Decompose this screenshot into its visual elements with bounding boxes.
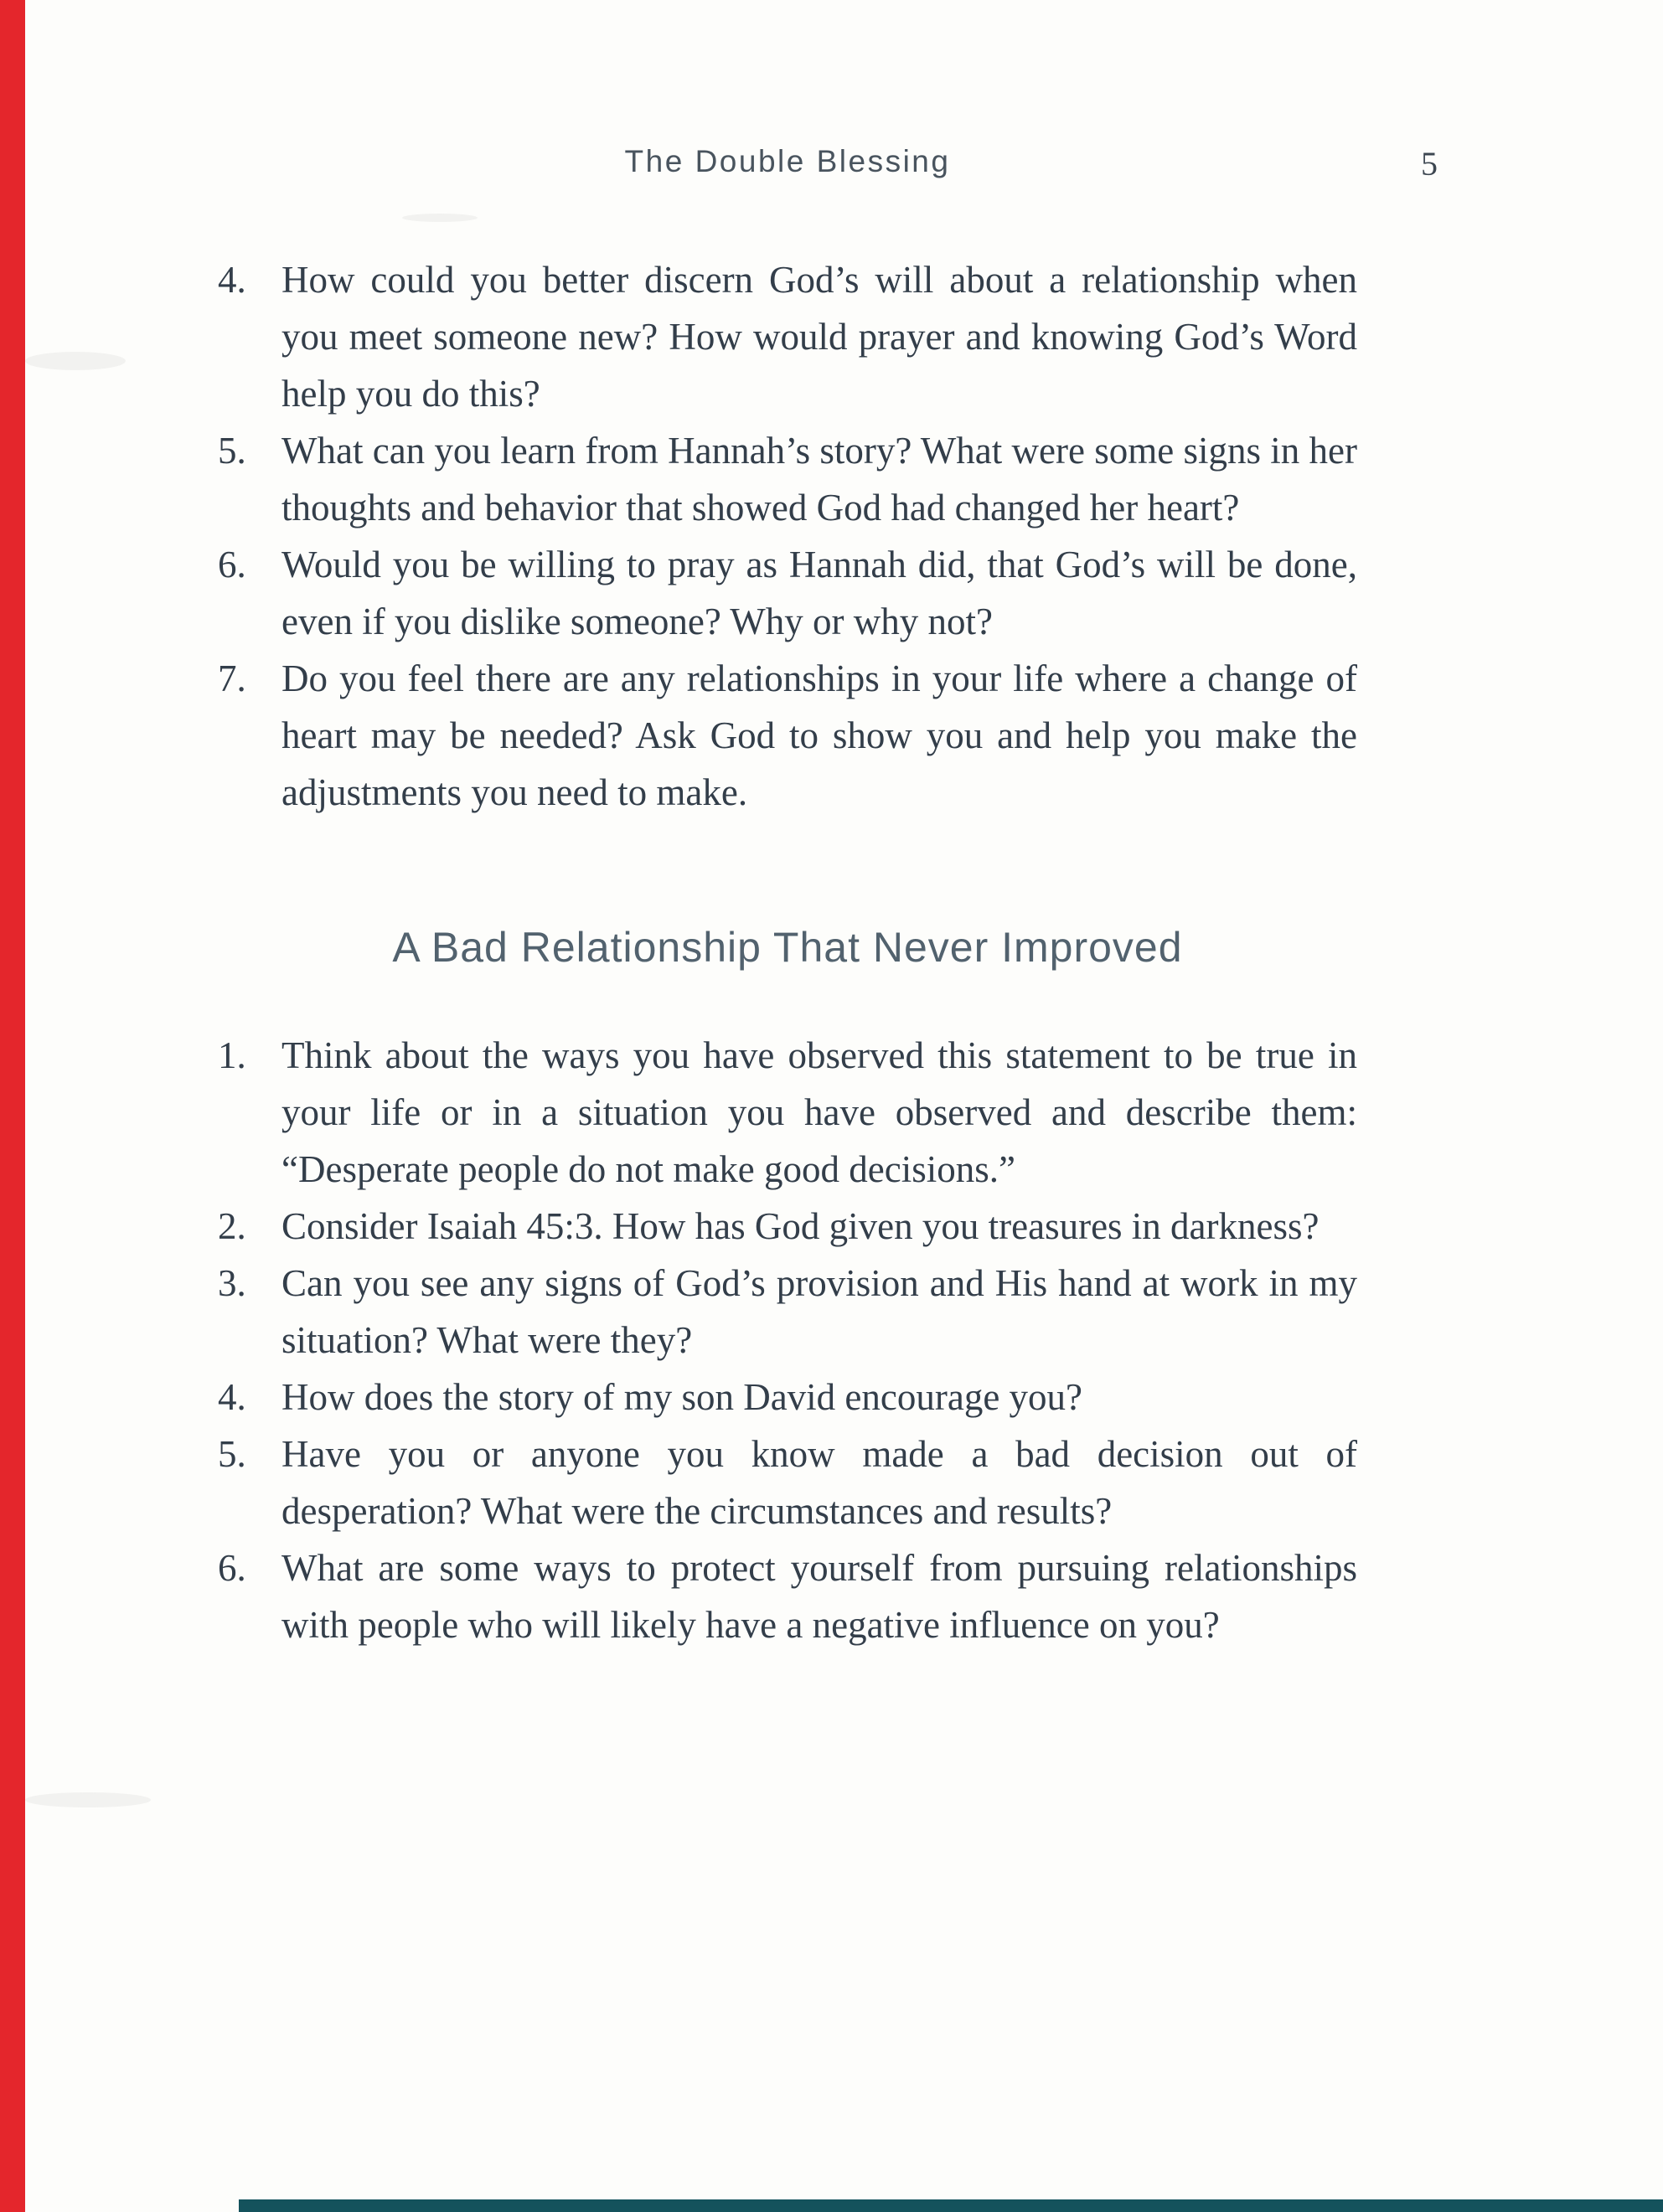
question-number: 5.: [218, 1433, 246, 1475]
question-number: 1.: [218, 1034, 246, 1076]
question-item: [218, 251, 1357, 422]
question-number: 4.: [218, 259, 246, 301]
section-heading: A Bad Relationship That Never Improved: [392, 924, 1183, 971]
page-number: 5: [1421, 145, 1438, 183]
question-item: [218, 650, 1357, 821]
question-text: Think about the ways you have observed this statement to be true in your life or in a situation you have observed and describe them: “Desperate people do not make good decisions.”: [281, 1034, 1357, 1190]
question-item: [218, 536, 1357, 650]
question-text: Have you or anyone you know made a bad decision out of desperation? What were the circumstances and results?: [281, 1433, 1357, 1532]
question-text: How does the story of my son David encourage you?: [281, 1376, 1083, 1418]
scan-smudge: [25, 352, 126, 370]
question-text: What are some ways to protect yourself from pursuing relationships with people who will likely have a negative influence on you?: [281, 1547, 1357, 1646]
question-text: Consider Isaiah 45:3. How has God given you treasures in darkness?: [281, 1205, 1320, 1247]
question-list-top: [218, 251, 1357, 821]
question-text: How could you better discern God’s will about a relationship when you meet someone new? How would prayer and knowing God’s Word help you do this?: [281, 259, 1357, 415]
question-item: [218, 1539, 1357, 1653]
question-item: [218, 1369, 1357, 1426]
question-item: [218, 1027, 1357, 1198]
question-text: What can you learn from Hannah’s story? What were some signs in her thoughts and behavior that showed God had changed her heart?: [281, 430, 1357, 529]
question-number: 5.: [218, 430, 246, 472]
question-number: 3.: [218, 1262, 246, 1304]
question-number: 2.: [218, 1205, 246, 1247]
question-text: Do you feel there are any relationships in your life where a change of heart may be needed? Ask God to show you and help you make the adjustments you need to make.: [281, 657, 1357, 813]
question-text: Would you be willing to pray as Hannah did, that God’s will be done, even if you dislike someone? Why or why not?: [281, 544, 1357, 642]
scan-smudge: [25, 1792, 151, 1807]
question-list-section: [218, 1027, 1357, 1653]
page-header: [218, 144, 1438, 194]
question-item: [218, 1426, 1357, 1539]
question-item: [218, 1255, 1357, 1369]
question-number: 6.: [218, 1547, 246, 1589]
question-text: Can you see any signs of God’s provision and His hand at work in my situation? What were they?: [281, 1262, 1357, 1361]
scan-edge-strip: [0, 0, 25, 2212]
question-number: 6.: [218, 544, 246, 585]
question-number: 4.: [218, 1376, 246, 1418]
question-item: [218, 422, 1357, 536]
question-item: [218, 1198, 1357, 1255]
scan-bottom-bar: [239, 2199, 1663, 2212]
question-number: 7.: [218, 657, 246, 699]
running-title: The Double Blessing: [624, 144, 951, 178]
page-content: [218, 0, 1438, 1653]
